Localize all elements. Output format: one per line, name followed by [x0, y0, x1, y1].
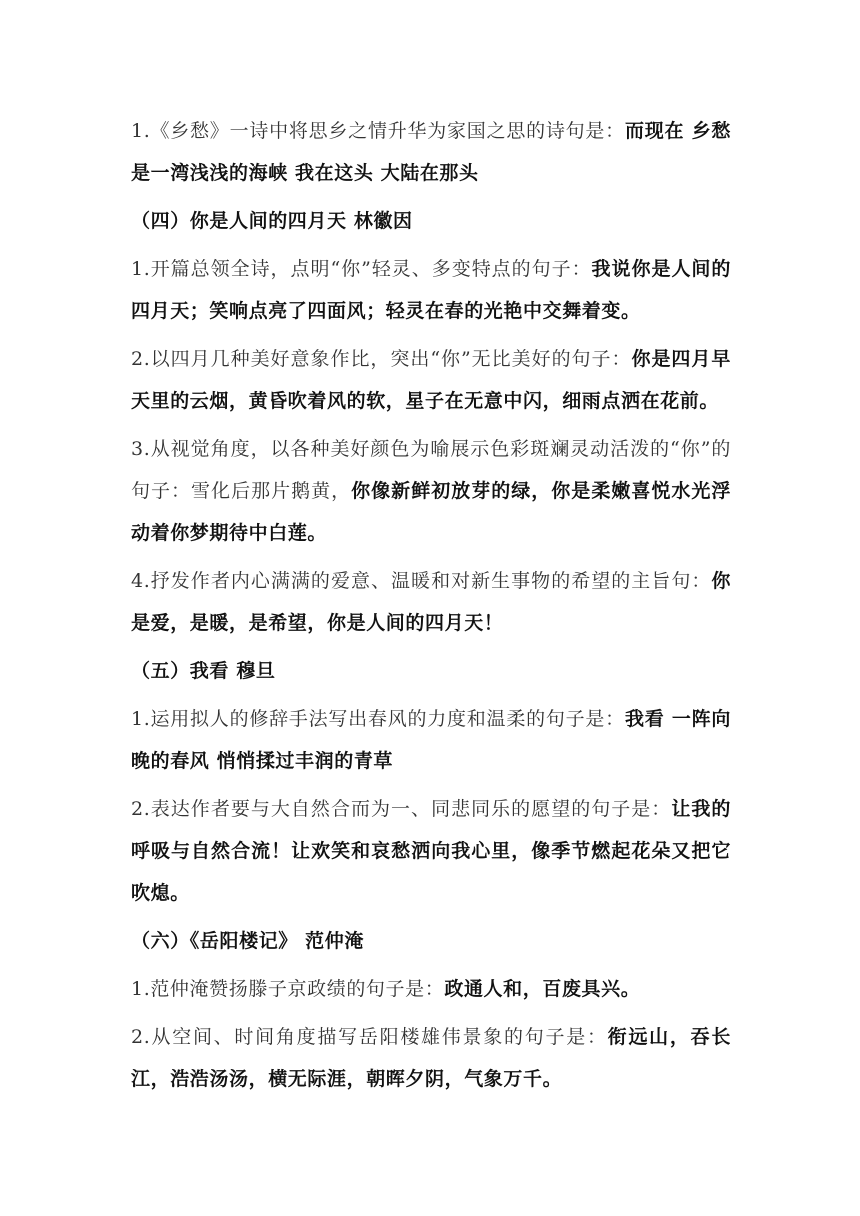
question-text: 2.表达作者要与大自然合而为一、同悲同乐的愿望的句子是： [131, 798, 672, 820]
question-text: 3.从视觉角度，以各种美好颜色为喻展示色彩斑斓灵动活泼的“你”的句子：雪化后那片鹅黄， [131, 438, 731, 502]
paragraph-siyuetian-4 [131, 560, 731, 644]
paragraph-xiangchou-1 [131, 110, 731, 194]
answer-text: 衔远山，吞长江，浩浩汤汤，横无际涯，朝晖夕阴，气象万千。 [131, 1026, 731, 1090]
answer-text: 而现在 乡愁是一湾浅浅的海峡 我在这头 大陆在那头 [131, 120, 731, 184]
paragraph-wokan-2 [131, 788, 731, 914]
question-text: 1.《乡愁》一诗中将思乡之情升华为家国之思的诗句是： [131, 120, 625, 142]
answer-text: 我说你是人间的四月天；笑响点亮了四面风；轻灵在春的光艳中交舞着变。 [131, 258, 731, 322]
question-text: 4.抒发作者内心满满的爱意、温暖和对新生事物的希望的主旨句： [131, 570, 712, 592]
document-body [131, 110, 731, 1106]
question-text: 2.从空间、时间角度描写岳阳楼雄伟景象的句子是： [131, 1026, 608, 1048]
question-text: 1.开篇总领全诗，点明“你”轻灵、多变特点的句子： [131, 258, 592, 280]
answer-text: 我看 一阵向晚的春风 悄悄揉过丰润的青草 [131, 708, 731, 772]
answer-text: 让我的呼吸与自然合流！让欢笑和哀愁洒向我心里，像季节燃起花朵又把它吹熄。 [131, 798, 731, 904]
paragraph-siyuetian-2 [131, 338, 731, 422]
section-heading-4: （四）你是人间的四月天 林徽因 [131, 210, 413, 232]
answer-text: 你像新鲜初放芽的绿，你是柔嫩喜悦水光浮动着你梦期待中白莲。 [131, 480, 731, 544]
paragraph-wokan-1 [131, 698, 731, 782]
answer-text: 你是爱，是暖，是希望，你是人间的四月天！ [131, 570, 731, 634]
section-heading-5: （五）我看 穆旦 [131, 660, 276, 682]
section-heading-6: （六）《岳阳楼记》 范仲淹 [131, 930, 364, 952]
paragraph-siyuetian-3 [131, 428, 731, 554]
paragraph-yueyanglou-1 [131, 968, 731, 1010]
paragraph-yueyanglou-2 [131, 1016, 731, 1100]
question-text: 1.范仲淹赞扬滕子京政绩的句子是： [131, 978, 445, 1000]
question-text: 2.以四月几种美好意象作比，突出“你”无比美好的句子： [131, 348, 632, 370]
answer-text: 你是四月早天里的云烟，黄昏吹着风的软，星子在无意中闪，细雨点洒在花前。 [131, 348, 731, 412]
question-text: 1.运用拟人的修辞手法写出春风的力度和温柔的句子是： [131, 708, 625, 730]
answer-text: 政通人和，百废具兴。 [444, 978, 641, 1000]
paragraph-siyuetian-1 [131, 248, 731, 332]
